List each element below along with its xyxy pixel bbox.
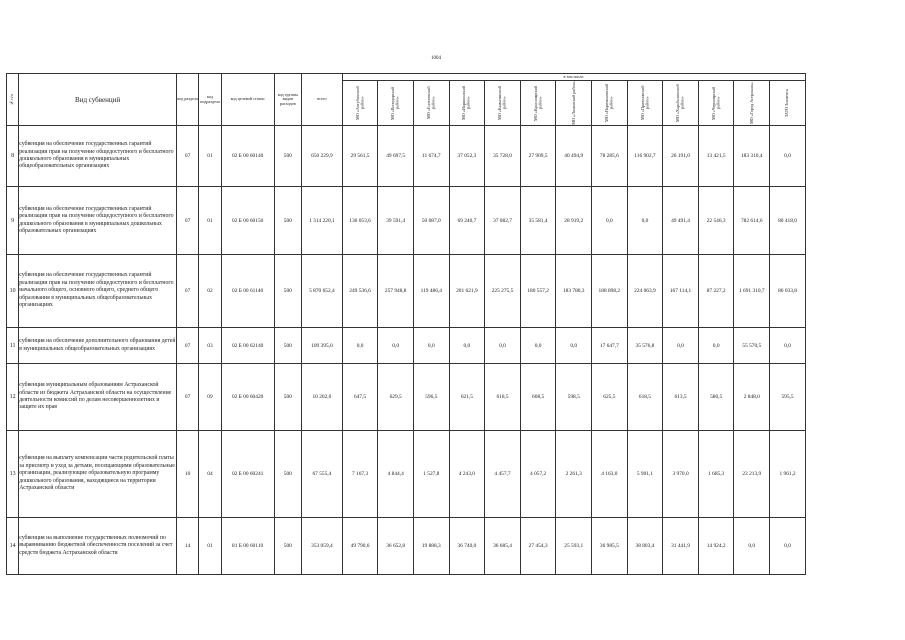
subsidy-name: субвенция на выплату компенсации части родительской платы за присмотр и уход за детьми, посещающими образовательные организации, реализующие образовательную программу дошкольного образования, находящиеся на территории Астраханской области: [19, 431, 177, 518]
district-value: 27 909,5: [520, 126, 556, 187]
district-value: 0,0: [449, 328, 485, 364]
district-value: 11 674,7: [413, 126, 449, 187]
header-subsidy-type: Вид субвенций: [19, 74, 177, 126]
district-header-label: ЗАТО Знаменск: [784, 88, 790, 118]
district-value: 36 985,5: [592, 518, 628, 575]
district-value: 49 790,6: [342, 518, 378, 575]
district-value: 136 053,6: [342, 187, 378, 255]
district-value: 183 310,4: [734, 126, 770, 187]
district-value: 2 848,0: [734, 364, 770, 431]
district-value: 4 457,7: [485, 431, 521, 518]
subsection-code: 01: [199, 126, 221, 187]
target-article-code: 81 Б 00 60110: [221, 518, 274, 575]
subsection-code: 03: [199, 328, 221, 364]
table-row: [7, 255, 806, 328]
district-value: 5 901,1: [627, 431, 663, 518]
district-value: 38 803,4: [627, 518, 663, 575]
district-header-cell: [556, 81, 592, 126]
district-header-label: МО «Наримановский район»: [603, 83, 614, 123]
row-number: 14: [7, 518, 19, 575]
section-code: 07: [176, 328, 198, 364]
district-value: 36 685,4: [485, 518, 521, 575]
district-header-cell: [627, 81, 663, 126]
district-value: 0,0: [627, 187, 663, 255]
district-header-cell: [663, 81, 699, 126]
header-target-article-code: код целевой статьи: [221, 74, 274, 126]
row-number: 11: [7, 328, 19, 364]
total-value: 67 555,4: [302, 431, 343, 518]
district-value: 1 961,2: [770, 431, 806, 518]
district-value: 50 087,0: [413, 187, 449, 255]
target-article-code: 02 Б 00 61140: [221, 255, 274, 328]
district-value: 1 527,8: [413, 431, 449, 518]
district-value: 183 780,3: [556, 255, 592, 328]
district-value: 25 593,1: [556, 518, 592, 575]
district-value: 257 948,8: [378, 255, 414, 328]
district-value: 116 902,7: [627, 126, 663, 187]
expense-group-code: 500: [274, 126, 301, 187]
district-value: 0,0: [378, 328, 414, 364]
district-value: 1 691 310,7: [734, 255, 770, 328]
district-header-label: МО «Лиманский район»: [570, 81, 576, 125]
district-header-cell: [342, 81, 378, 126]
row-number: 12: [7, 364, 19, 431]
district-header-label: МО «Володарский район»: [390, 86, 400, 120]
district-value: 49 491,4: [663, 187, 699, 255]
subsection-code: 01: [199, 518, 221, 575]
header-section-code: код раздела: [176, 74, 198, 126]
district-value: 119 486,4: [413, 255, 449, 328]
row-number: 9: [7, 187, 19, 255]
district-header-cell: [734, 81, 770, 126]
expense-group-code: 500: [274, 255, 301, 328]
district-value: 0,0: [770, 328, 806, 364]
district-value: 36 652,8: [378, 518, 414, 575]
district-header-label: МО «Ахтубинский район»: [354, 86, 365, 120]
district-value: 14 924,2: [698, 518, 734, 575]
row-number: 10: [7, 255, 19, 328]
section-code: 07: [176, 187, 198, 255]
total-value: 5 870 652,4: [302, 255, 343, 328]
district-value: 782 614,6: [734, 187, 770, 255]
district-header-cell: [520, 81, 556, 126]
subsidy-name: субвенция на обеспечение дополнительного образования детей в муниципальных общеобразовательных организациях: [19, 328, 177, 364]
district-value: 35 576,8: [627, 328, 663, 364]
subsidy-name: субвенция на обеспечение государственных гарантий реализации прав на получение общедоступного и бесплатного дошкольного образования в муниципальных дошкольных образовательных организациях: [19, 187, 177, 255]
section-code: 07: [176, 364, 198, 431]
district-value: 618,5: [485, 364, 521, 431]
district-value: 608,5: [520, 364, 556, 431]
district-value: 180 557,2: [520, 255, 556, 328]
district-value: 40 494,9: [556, 126, 592, 187]
district-header-label: МО «Камызякский район»: [497, 86, 507, 120]
district-value: 86 033,8: [770, 255, 806, 328]
table-row: [7, 328, 806, 364]
subsidy-name: субвенция муниципальным образованиям Астраханской области из бюджета Астраханской области на осуществление деятельности комиссий по делам несовершеннолетних и защите их прав: [19, 364, 177, 431]
district-header-cell: [485, 81, 521, 126]
district-value: 0,0: [698, 328, 734, 364]
table-row: [7, 518, 806, 575]
district-value: 201 621,9: [449, 255, 485, 328]
district-value: 7 167,3: [342, 431, 378, 518]
subsection-code: 09: [199, 364, 221, 431]
target-article-code: 02 Б 00 60150: [221, 187, 274, 255]
district-value: 618,5: [627, 364, 663, 431]
table-body: [7, 126, 806, 575]
district-value: 596,5: [413, 364, 449, 431]
district-value: 37 082,7: [485, 187, 521, 255]
district-value: 3 970,0: [663, 431, 699, 518]
target-article-code: 02 Б 00 60420: [221, 364, 274, 431]
district-value: 37 052,3: [449, 126, 485, 187]
district-value: 23 213,9: [734, 431, 770, 518]
district-header-label: МО «Черноярский район»: [710, 86, 721, 120]
district-value: 4 163,0: [592, 431, 628, 518]
target-article-code: 02 Б 00 60241: [221, 431, 274, 518]
district-value: 613,5: [663, 364, 699, 431]
district-value: 0,0: [592, 187, 628, 255]
table-row: [7, 126, 806, 187]
header-number-label: № п/п: [9, 93, 15, 106]
district-header-label: МО «Харабалинский район»: [675, 84, 685, 122]
district-header-cell: [698, 81, 734, 126]
district-value: 36 740,0: [449, 518, 485, 575]
expense-group-code: 500: [274, 518, 301, 575]
district-header-label: МО «Енотаевский район»: [425, 86, 436, 120]
district-value: 0,0: [520, 328, 556, 364]
total-value: 353 059,4: [302, 518, 343, 575]
district-value: 0,0: [663, 328, 699, 364]
district-value: 2 261,3: [556, 431, 592, 518]
total-value: 109 395,0: [302, 328, 343, 364]
total-value: 1 314 220,1: [302, 187, 343, 255]
district-value: 4 057,2: [520, 431, 556, 518]
total-value: 10 202,0: [302, 364, 343, 431]
district-header-cell: [770, 81, 806, 126]
district-header-label: МО «Икрянинский район»: [461, 85, 471, 121]
district-header-cell: [378, 81, 414, 126]
district-value: 87 227,2: [698, 255, 734, 328]
district-value: 249 536,6: [342, 255, 378, 328]
district-value: 621,5: [449, 364, 485, 431]
district-value: 39 591,4: [378, 187, 414, 255]
subsidy-name: субвенция на выполнение государственных полномочий по выравниванию бюджетной обеспеченности поселений за счет средств бюджета Астраханской области: [19, 518, 177, 575]
district-value: 188 898,2: [592, 255, 628, 328]
target-article-code: 02 Б 00 60140: [221, 126, 274, 187]
subsidy-table: [6, 73, 806, 575]
district-header-label: МО «Приволжский район»: [639, 85, 649, 121]
district-value: 625,5: [592, 364, 628, 431]
total-value: 650 229,9: [302, 126, 343, 187]
district-value: 29 561,5: [342, 126, 378, 187]
district-value: 19 888,3: [413, 518, 449, 575]
district-value: 31 441,9: [663, 518, 699, 575]
row-number: 8: [7, 126, 19, 187]
district-value: 167 114,1: [663, 255, 699, 328]
district-value: 78 285,6: [592, 126, 628, 187]
header-including: в том числе:: [342, 74, 805, 81]
table-row: [7, 364, 806, 431]
district-value: 55 570,5: [734, 328, 770, 364]
district-value: 35 581,4: [520, 187, 556, 255]
section-code: 10: [176, 431, 198, 518]
district-value: 0,0: [770, 126, 806, 187]
district-value: 595,5: [770, 364, 806, 431]
district-header-cell: [449, 81, 485, 126]
table-row: [7, 187, 806, 255]
target-article-code: 02 Б 00 62140: [221, 328, 274, 364]
row-number: 13: [7, 431, 19, 518]
header-number: [7, 74, 19, 126]
subsidy-name: субвенция на обеспечение государственных гарантий реализации прав на получение общедоступного и бесплатного дошкольного образования в муниципальных общеобразовательных организациях: [19, 126, 177, 187]
header-subsection-code: код подраздела: [199, 74, 221, 126]
district-header-cell: [592, 81, 628, 126]
subsection-code: 01: [199, 187, 221, 255]
expense-group-code: 500: [274, 187, 301, 255]
subsidy-name: субвенция на обеспечение государственных гарантий реализации прав на получение общедоступного и бесплатного начального общего, основного общего, среднего общего образования в муниципальных общеобразовательных организациях: [19, 255, 177, 328]
district-value: 0,0: [556, 328, 592, 364]
district-value: 224 063,9: [627, 255, 663, 328]
table-row: [7, 431, 806, 518]
district-value: 629,5: [378, 364, 414, 431]
district-value: 4 243,0: [449, 431, 485, 518]
district-value: 0,0: [342, 328, 378, 364]
section-code: 14: [176, 518, 198, 575]
header-expense-group-code: код группы видов расходов: [274, 74, 301, 126]
district-value: 69 240,7: [449, 187, 485, 255]
expense-group-code: 500: [274, 431, 301, 518]
district-value: 13 421,5: [698, 126, 734, 187]
district-value: 26 191,0: [663, 126, 699, 187]
district-header-cell: [413, 81, 449, 126]
section-code: 07: [176, 126, 198, 187]
district-header-label: МО «Красноярский район»: [532, 85, 543, 121]
district-value: 580,5: [698, 364, 734, 431]
district-value: 225 275,5: [485, 255, 521, 328]
district-value: 27 454,3: [520, 518, 556, 575]
district-value: 35 728,0: [485, 126, 521, 187]
district-value: 22 546,3: [698, 187, 734, 255]
district-value: 80 418,0: [770, 187, 806, 255]
district-value: 0,0: [770, 518, 806, 575]
expense-group-code: 500: [274, 364, 301, 431]
subsection-code: 04: [199, 431, 221, 518]
district-value: 0,0: [413, 328, 449, 364]
district-value: 598,5: [556, 364, 592, 431]
district-value: 1 685,3: [698, 431, 734, 518]
district-value: 0,0: [485, 328, 521, 364]
expense-group-code: 500: [274, 328, 301, 364]
district-header-label: МО «Город Астрахань»: [748, 81, 754, 125]
district-value: 28 919,2: [556, 187, 592, 255]
district-value: 49 697,5: [378, 126, 414, 187]
section-code: 07: [176, 255, 198, 328]
header-total: всего: [302, 74, 343, 126]
subsection-code: 02: [199, 255, 221, 328]
district-value: 4 844,4: [378, 431, 414, 518]
district-value: 17 647,7: [592, 328, 628, 364]
district-value: 647,5: [342, 364, 378, 431]
district-value: 0,0: [734, 518, 770, 575]
page-number: 1004: [431, 56, 441, 61]
